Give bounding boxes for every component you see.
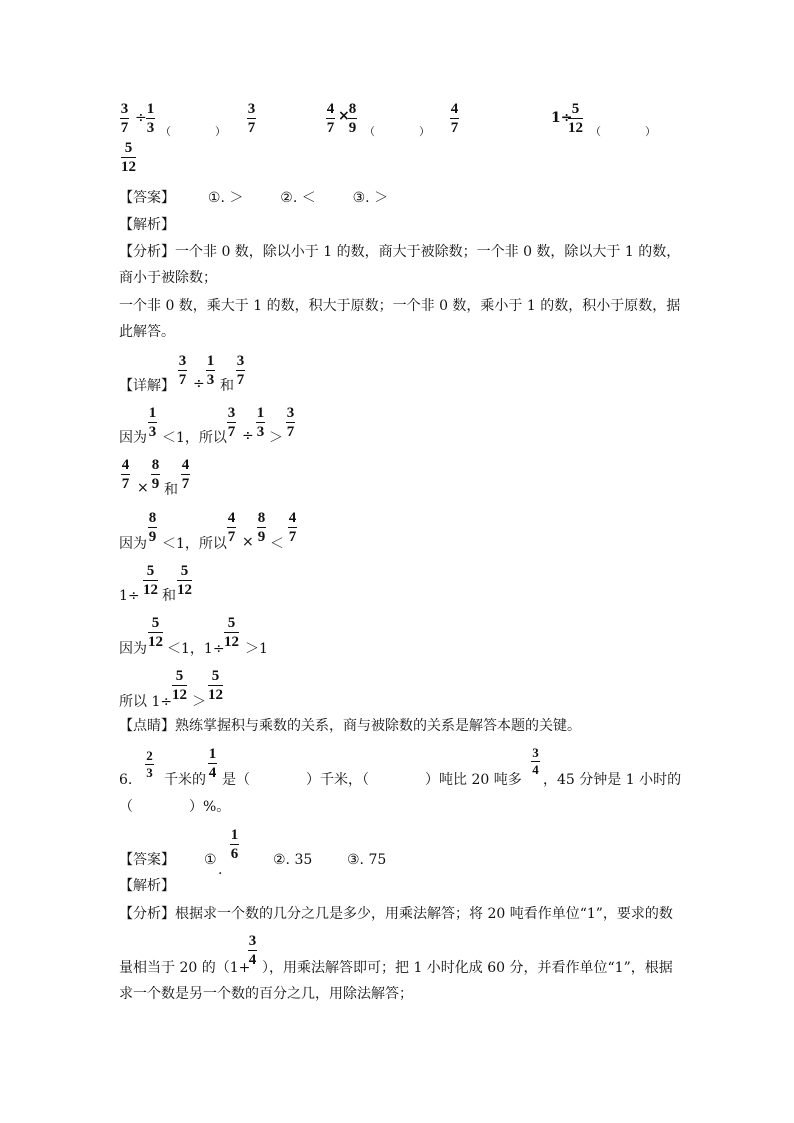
fraction-3-4: 3 4 [532, 745, 539, 777]
fraction-2-3: 2 3 [146, 748, 153, 780]
fraction-3-7: 3 7 [236, 353, 245, 388]
fenxi-line-1: 【分析】一个非 0 数，除以小于 1 的数，商大于被除数；一个非 0 数，除以大于 1 的数， [119, 244, 681, 260]
answer-1: ①. ＞ [207, 190, 244, 206]
fraction-1-3: 1 3 [206, 353, 215, 388]
fraction-3-7: 3 7 [178, 353, 187, 388]
multiply-sign: × [137, 480, 149, 496]
q6-fenxi-line-2b: ），用乘法解答即可；把 1 小时化成 60 分，并看作单位“1”，根据 [262, 960, 673, 976]
fraction-3-7: 3 7 [286, 405, 295, 440]
fraction-5-12: 5 12 [177, 563, 192, 598]
fraction-3-7: 3 7 [120, 101, 129, 136]
fraction-5-12: 5 12 [224, 615, 239, 650]
q6-text-c: ，45 分钟是 1 小时的 [543, 772, 682, 788]
one-divide: 1÷ [551, 110, 573, 126]
answer-1-dot: . [218, 862, 223, 878]
fraction-5-12: 5 12 [568, 101, 583, 136]
fraction-5-12: 5 12 [172, 668, 187, 703]
fraction-4-7: 4 7 [288, 510, 297, 545]
q6-text-a: 千米的 [164, 772, 206, 788]
fraction-4-7: 4 7 [450, 101, 459, 136]
divide-sign: ÷ [135, 110, 147, 126]
analysis-label: 【解析】 [119, 217, 175, 233]
fenxi-line-4: 此解答。 [119, 324, 175, 340]
fraction-4-7: 4 7 [227, 510, 236, 545]
q6-text-b: 是（ ）千米，（ ）吨比 20 吨多 [222, 772, 522, 788]
divide-sign: ÷ [193, 376, 205, 392]
fraction-3-4: 3 4 [248, 933, 257, 968]
fraction-4-7: 4 7 [121, 457, 130, 492]
answer-label: 【答案】 [119, 190, 175, 206]
because-text: 因为 [119, 536, 147, 552]
answer-blank-1[interactable]: （ ） [160, 125, 226, 138]
xiangjie-label: 【详解】 [119, 378, 175, 394]
one-divide: 1÷ [119, 588, 140, 604]
lt1-so: ＜1，所以 [162, 430, 227, 446]
fraction-8-9: 8 9 [151, 457, 160, 492]
dianjing-line: 【点睛】熟练掌握积与乘数的关系，商与被除数的关系是解答本题的关键。 [119, 718, 581, 734]
fraction-4-7: 4 7 [181, 457, 190, 492]
q5-answer-line [119, 188, 388, 208]
fraction-1-3: 1 3 [256, 405, 265, 440]
fraction-1-4: 1 4 [208, 746, 217, 781]
answer-label: 【答案】 [119, 852, 175, 868]
gt1: ＞1 [245, 641, 268, 657]
answer-2: ②. ＜ [280, 190, 316, 206]
question-number: 6. [119, 772, 133, 788]
fraction-3-7: 3 7 [247, 101, 256, 136]
multiply-sign: × [242, 534, 254, 550]
answer-3: ③. ＞ [352, 190, 389, 206]
fraction-3-7: 3 7 [227, 405, 236, 440]
so-text: 所以 1÷ [119, 694, 173, 710]
fraction-1-3: 1 3 [148, 405, 157, 440]
answer-1-marker: ① [204, 852, 217, 868]
fraction-1-3: 1 3 [146, 101, 155, 136]
divide-sign: ÷ [242, 428, 254, 444]
because-text: 因为 [119, 430, 147, 446]
q6-fenxi-line-2a: 量相当于 20 的（1+ [119, 960, 251, 976]
fenxi-line-3: 一个非 0 数，乘大于 1 的数，积大于原数；一个非 0 数，乘小于 1 的数，积小于原数，据 [119, 298, 681, 314]
lt1-so: ＜1，所以 [162, 536, 227, 552]
fraction-1-6: 1 6 [230, 827, 239, 862]
answer-blank-2[interactable]: （ ） [364, 125, 430, 138]
fraction-5-12: 5 12 [148, 615, 163, 650]
fraction-5-12: 5 12 [121, 140, 136, 175]
greater-sign: ＞ [192, 694, 206, 710]
answer-2: ②. 35 [273, 852, 313, 868]
he-text: 和 [162, 588, 176, 604]
fraction-4-7: 4 7 [326, 101, 335, 136]
multiply-sign: × [338, 108, 350, 124]
answer-3: ③. 75 [347, 852, 387, 868]
fraction-8-9: 8 9 [257, 510, 266, 545]
greater-sign: ＞ [269, 430, 283, 446]
q6-text-d[interactable]: （ ）%。 [119, 799, 231, 815]
q6-analysis-label: 【解析】 [119, 878, 175, 894]
fraction-8-9: 8 9 [148, 510, 157, 545]
he-text: 和 [220, 378, 234, 394]
q6-fenxi-line-3: 求一个数是另一个数的百分之几，用除法解答； [119, 986, 413, 1002]
he-text: 和 [164, 482, 178, 498]
because-text: 因为 [119, 641, 147, 657]
fraction-5-12: 5 12 [208, 668, 223, 703]
answer-blank-3[interactable]: （ ） [590, 125, 656, 138]
fraction-5-12: 5 12 [143, 563, 158, 598]
q6-fenxi-line-1: 【分析】根据求一个数的几分之几是多少，用乘法解答；将 20 吨看作单位“1”，要求的数 [119, 906, 673, 922]
lt1-comma: ＜1，1÷ [167, 641, 225, 657]
fraction-8-9: 8 9 [348, 101, 357, 136]
less-sign: ＜ [270, 536, 284, 552]
fenxi-line-2: 商小于被除数； [119, 270, 217, 286]
